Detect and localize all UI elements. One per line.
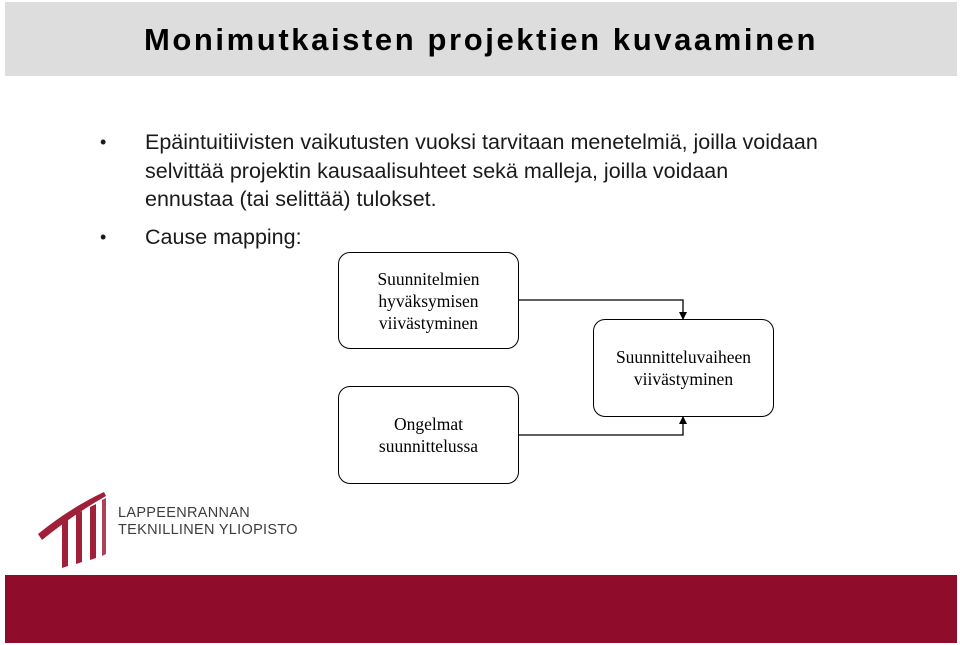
diagram-node: Ongelmat suunnittelussa [338,386,519,484]
logo-text-line1: LAPPEENRANNAN [118,505,251,521]
footer-bar [5,575,957,643]
edge-arrow [519,417,683,435]
edge-arrow [519,300,683,319]
bullet-text: Epäintuitiivisten vaikutusten vuoksi tarvitaan menetelmiä, joilla voidaan selvittää projektin kausaalisuhteet sekä malleja, joilla voidaan ennustaa (tai selittää) tulokset. [145,130,818,211]
diagram-node: Suunnitelmien hyväksymisen viivästyminen [338,252,519,349]
diagram-node: Suunnitteluvaiheen viivästyminen [593,319,774,417]
logo-text-line2: TEKNILLINEN YLIOPISTO [118,522,298,538]
bullet-icon: • [100,226,107,247]
university-logo-mark [36,488,116,570]
bullet-text: Cause mapping: [145,224,302,249]
page-title: Monimutkaisten projektien kuvaaminen [143,22,819,57]
bullet-icon: • [100,132,107,152]
